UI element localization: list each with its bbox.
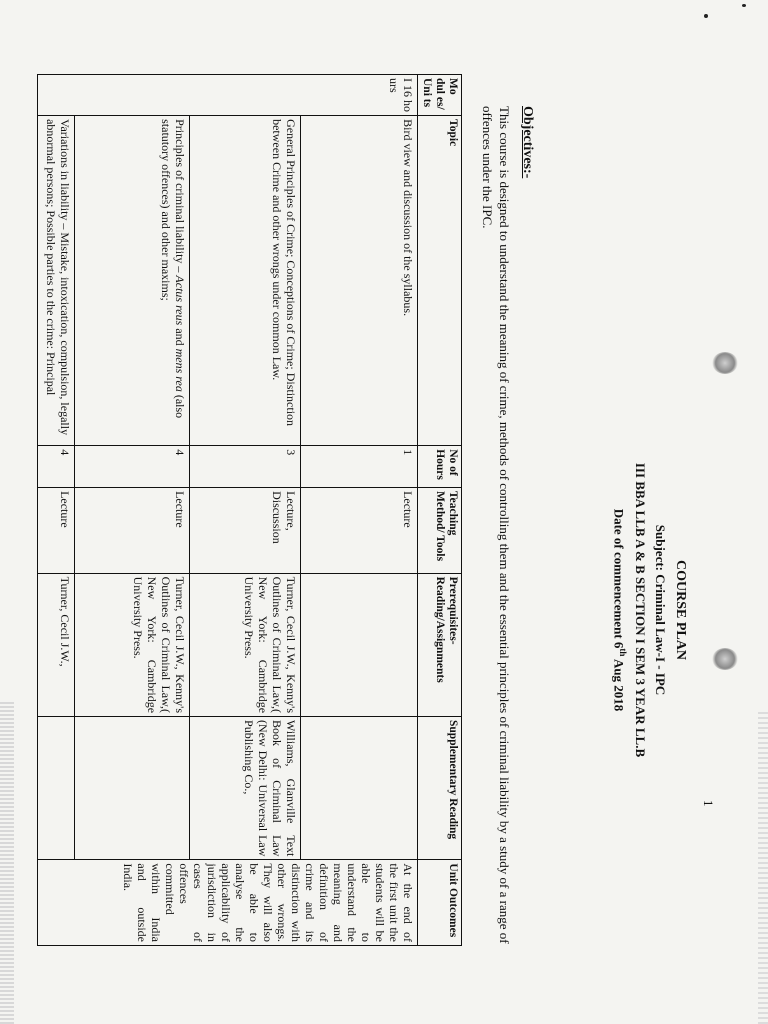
col-header-modules: Mo dul es/ Uni ts (418, 75, 462, 116)
hours-cell: 1 (301, 446, 418, 488)
commencement-date: Date of commencement 6th Aug 2018 (611, 508, 628, 712)
supplementary-cell (38, 717, 75, 860)
method-cell: Lecture, Discussion (190, 488, 301, 574)
table-row (38, 75, 75, 946)
prerequisite-cell (301, 573, 418, 716)
subject-line: Subject: Criminal Law-I - IPC (653, 524, 668, 696)
prerequisite-cell: Turner, Cecil J.W., (38, 573, 75, 716)
hours-cell: 3 (190, 446, 301, 488)
table-header-row (418, 75, 462, 946)
hours-cell: 4 (75, 446, 190, 488)
page-title: COURSE PLAN (673, 560, 688, 660)
method-cell: Lecture (75, 488, 190, 574)
col-header-supplementary: Supplementary Reading (418, 717, 462, 860)
course-plan-table (37, 74, 462, 946)
supplementary-cell: Williams, Glanville Text Book of Criminal Law (New Delhi: Universal Law Publishing Co., (190, 717, 301, 860)
topic-cell: Variations in liability – Mistake, intoxication, compulsion, legally abnormal persons; Possible parties to the crime: Principal (38, 116, 75, 446)
supplementary-cell (75, 717, 190, 860)
method-cell: Lecture (38, 488, 75, 574)
prerequisite-cell: Turner, Cecil J.W., Kenny's Outlines of Criminal Law,( New York: Cambridge University Press. (75, 573, 190, 716)
col-header-topic: Topic (418, 116, 462, 446)
topic-cell: General Principles of Crime; Conceptions of Crime; Distinction between Crime and other wrongs under common Law. (190, 116, 301, 446)
objectives-text: This course is designed to understand the meaning of crime, methods of controlling them and the essential principles of criminal liability by a study of a range of offences under the IPC. (480, 106, 512, 944)
table-row (190, 75, 301, 946)
module-cell: I 16 ho urs (38, 75, 418, 116)
hours-cell: 4 (38, 446, 75, 488)
col-header-hours: No of Hours (418, 446, 462, 488)
unit-outcome-cell: At the end of the first unit the students will be able to understand the meaning and definition of crime and its distinction with other wrongs. They will also be able to analyse the applicability of jurisdiction in cases of offences committed within India and outside India. (38, 860, 418, 946)
supplementary-cell (301, 717, 418, 860)
table-row (301, 75, 418, 946)
class-line: III BBA LLB A & B SECTION I SEM 3 YEAR LL.B (633, 462, 648, 758)
topic-cell: Bird view and discussion of the syllabus. (301, 116, 418, 446)
col-header-method: Teaching Method/ Tools (418, 488, 462, 574)
col-header-outcomes: Unit Outcomes (418, 860, 462, 946)
objectives-heading: Objectives:- (520, 106, 535, 179)
prerequisite-cell: Turner, Cecil J.W., Kenny's Outlines of Criminal Law,( New York: Cambridge University Press. (190, 573, 301, 716)
table-row (75, 75, 190, 946)
method-cell: Lecture (301, 488, 418, 574)
topic-cell: Principles of criminal liability – Actus reus and mens rea (also statutory offences) and other maxims; (75, 116, 190, 446)
page-number: 1 (701, 800, 716, 807)
col-header-prerequisites: Prerequisites-Reading/Assignments (418, 573, 462, 716)
